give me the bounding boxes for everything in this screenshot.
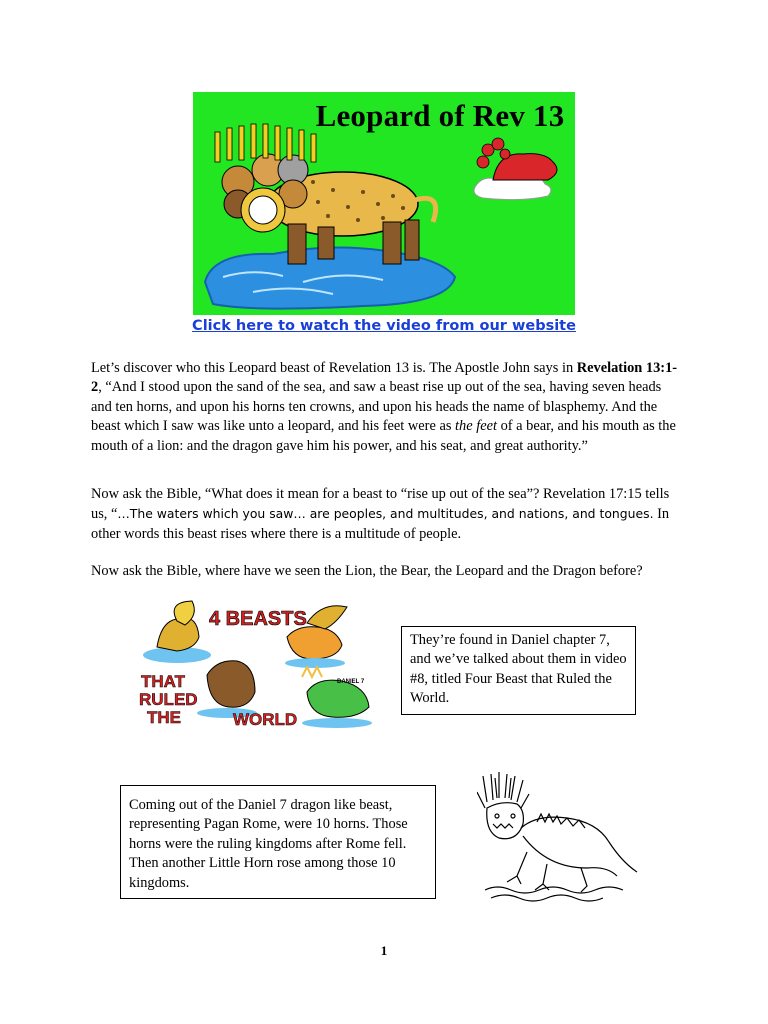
ten-horns-callout: Coming out of the Daniel 7 dragon like beast, representing Pagan Rome, were 10 horns. Those horns were the ruling kingdoms after Rome fell. Then another Little Horn rose among those 10 kingdoms. [120,785,436,899]
paragraph-2-quote: …The waters which you saw… are peoples, and multitudes, and nations, and tongues. [117,506,654,522]
paragraph-2-tail: In other words this beast rises where there is a multitude of people. [91,506,670,542]
video-link[interactable]: Click here to watch the video from our website [192,318,576,334]
hero-title: Leopard of Rev 13 [315,98,565,133]
paragraph-1 [91,359,681,456]
leopard-hero-image[interactable] [193,92,575,315]
paragraph-1-quote-a: , “And I stood upon the sand of the sea, and saw a beast rise up out of the sea, having seven heads and ten horns, and upon his horns ten crowns, and upon his heads the name of blasphemy. And the beast which I saw was like unto a leopard, and his feet were as [91,379,662,435]
beasts-text-line3: RULED [139,690,198,709]
daniel-7-callout: They’re found in Daniel chapter 7, and we’ve talked about them in video #8, titled Four Beast that Ruled the World. [401,626,636,715]
beasts-text-line4: THE [147,708,181,727]
page-number: 1 [380,943,388,958]
beasts-text-line5: WORLD [233,710,298,729]
paragraph-3: Now ask the Bible, where have we seen the Lion, the Bear, the Leopard and the Dragon before? [91,563,643,579]
paragraph-2-lead: Now ask the Bible, “What does it mean for a beast to “rise up out of the sea”? Revelation 17:15 tells us, “ [91,486,670,523]
revelation-reference: Revelation 13:1-2 [91,360,678,396]
beasts-text-tag: DANIEL 7 [337,679,365,685]
paragraph-1-quote-b: of a bear, and his mouth as the mouth of a lion: and the dragon gave him his power, and his seat, and great authority.” [91,418,676,454]
dragon-beast-drawing [477,772,639,910]
four-beasts-illustration [137,597,377,733]
four-beasts-image [137,597,377,733]
beasts-text-line2: THAT [141,672,186,691]
paragraph-1-italic: the feet [455,418,497,435]
beasts-text-line1: 4 BEASTS [209,608,307,630]
paragraph-1-lead: Let’s discover who this Leopard beast of Revelation 13 is. The Apostle John says in [91,360,577,376]
paragraph-2 [91,485,681,544]
dragon-line-drawing [477,772,639,910]
